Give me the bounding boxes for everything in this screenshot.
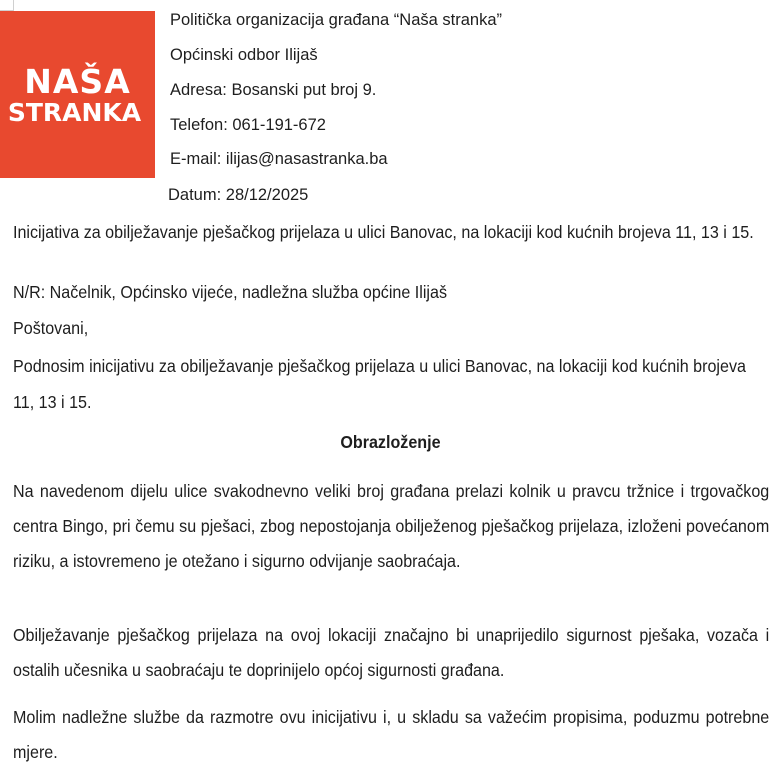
date: Datum: 28/12/2025 [168,186,309,204]
paragraph-3 [13,700,770,770]
committee-name: Općinski odbor Ilijaš [170,46,318,64]
intro-paragraph [13,348,770,420]
party-logo [0,11,155,178]
paragraph-1-text: Na navedenom dijelu ulice svakodnevno veliki broj građana prelazi kolnik u pravcu tržnice i trgovačkog centra Bingo, pri čemu su pješaci, zbog nepostojanja obilježenog pješačkog prijelaza, izloženi povećanom riziku, a istovremeno je otežano i sigurno odvijanje saobraćaja. [13,481,770,571]
subject [13,221,770,244]
subject-text: Inicijativa za obilježavanje pješačkog prijelaza u ulici Banovac, na lokaciji kod kućnih brojeva 11, 13 i 15. [13,222,754,242]
intro-text: Podnosim inicijativu za obilježavanje pješačkog prijelaza u ulici Banovac, na lokaciji kod kućnih brojeva 11, 13 i 15. [13,356,746,412]
section-heading [0,432,780,453]
logo-text-line-1: NAŠA [24,61,131,101]
paragraph-2-text: Obilježavanje pješačkog prijelaza na ovoj lokaciji značajno bi unaprijedilo sigurnost pješaka, vozača i ostalih učesnika u saobraćaju te doprinijelo općoj sigurnosti građana. [13,625,770,680]
paragraph-1 [13,474,770,579]
logo-text-line-2: STRANKA [7,97,142,127]
phone: Telefon: 061-191-672 [170,116,326,134]
organization-name: Politička organizacija građana “Naša stranka” [170,11,502,29]
recipient [13,282,770,303]
paragraph-2 [13,618,770,688]
salutation-text: Poštovani, [13,318,89,338]
section-heading-text: Obrazloženje [339,432,441,452]
page-corner-mark [0,0,14,11]
salutation [13,318,770,339]
address: Adresa: Bosanski put broj 9. [170,81,377,99]
email: E-mail: ilijas@nasastranka.ba [170,150,388,168]
recipient-text: N/R: Načelnik, Općinsko vijeće, nadležna služba općine Ilijaš [13,282,448,302]
paragraph-3-text: Molim nadležne službe da razmotre ovu inicijativu i, u skladu sa važećim propisima, poduzmu potrebne mjere. [13,707,770,762]
